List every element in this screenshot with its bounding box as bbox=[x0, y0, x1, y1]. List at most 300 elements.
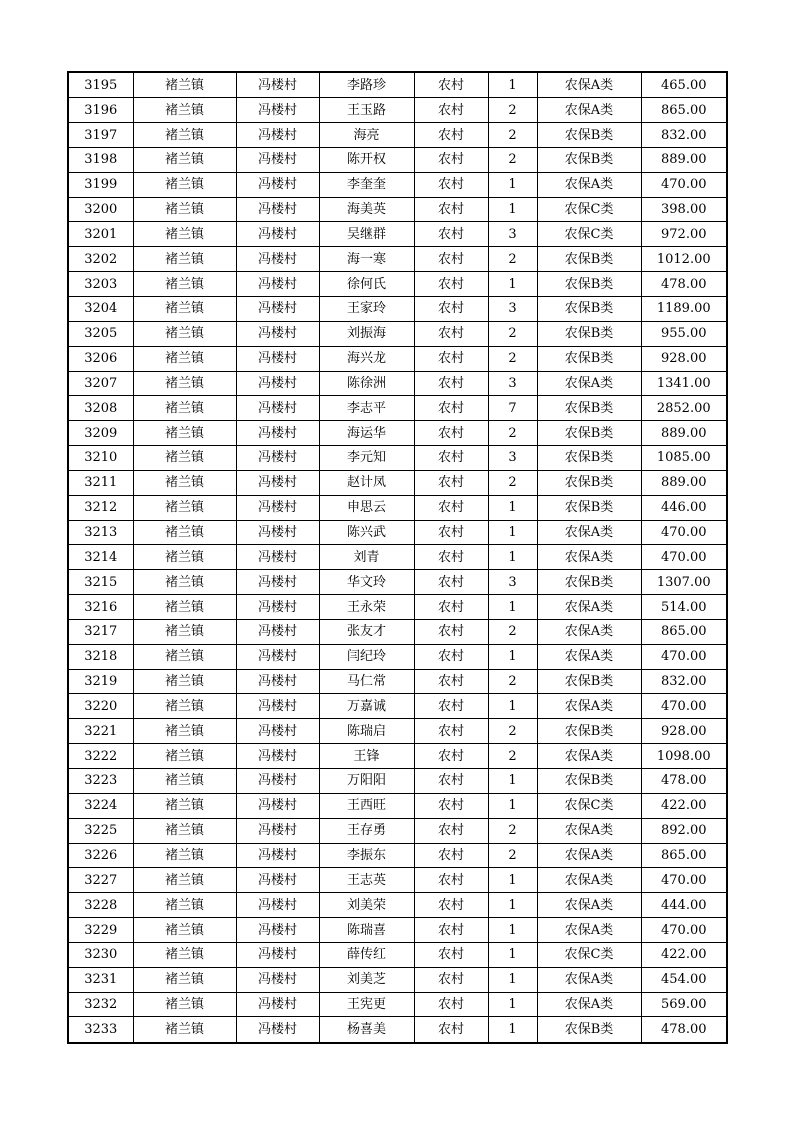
table-cell: 农保B类 bbox=[537, 296, 641, 321]
table-row bbox=[68, 619, 727, 644]
table-cell: 3211 bbox=[68, 470, 133, 495]
table-cell: 865.00 bbox=[641, 843, 727, 868]
table-cell: 褚兰镇 bbox=[133, 570, 236, 595]
table-cell: 冯楼村 bbox=[236, 793, 319, 818]
table-cell: 3 bbox=[488, 371, 537, 396]
table-cell: 冯楼村 bbox=[236, 818, 319, 843]
table-cell: 王永荣 bbox=[319, 595, 414, 620]
table-cell: 1 bbox=[488, 545, 537, 570]
table-cell: 褚兰镇 bbox=[133, 719, 236, 744]
table-cell: 2 bbox=[488, 744, 537, 769]
table-cell: 3208 bbox=[68, 396, 133, 421]
table-cell: 农村 bbox=[414, 495, 488, 520]
table-cell: 农保C类 bbox=[537, 942, 641, 967]
table-cell: 农保B类 bbox=[537, 719, 641, 744]
table-cell: 冯楼村 bbox=[236, 769, 319, 794]
table-cell: 3219 bbox=[68, 669, 133, 694]
table-cell: 农保A类 bbox=[537, 619, 641, 644]
table-cell: 冯楼村 bbox=[236, 72, 319, 98]
table-cell: 褚兰镇 bbox=[133, 942, 236, 967]
table-cell: 1 bbox=[488, 967, 537, 992]
table-cell: 农保B类 bbox=[537, 769, 641, 794]
table-cell: 冯楼村 bbox=[236, 967, 319, 992]
table-row bbox=[68, 222, 727, 247]
table-cell: 海兴龙 bbox=[319, 346, 414, 371]
table-cell: 3225 bbox=[68, 818, 133, 843]
table-cell: 褚兰镇 bbox=[133, 769, 236, 794]
table-cell: 李元知 bbox=[319, 446, 414, 471]
table-cell: 1189.00 bbox=[641, 296, 727, 321]
table-cell: 470.00 bbox=[641, 868, 727, 893]
table-cell: 3205 bbox=[68, 321, 133, 346]
table-body bbox=[68, 72, 727, 1043]
table-cell: 褚兰镇 bbox=[133, 321, 236, 346]
table-cell: 478.00 bbox=[641, 272, 727, 297]
table-cell: 3223 bbox=[68, 769, 133, 794]
table-cell: 农保A类 bbox=[537, 967, 641, 992]
table-cell: 农村 bbox=[414, 197, 488, 222]
table-row bbox=[68, 694, 727, 719]
table-cell: 3 bbox=[488, 222, 537, 247]
table-cell: 446.00 bbox=[641, 495, 727, 520]
table-cell: 冯楼村 bbox=[236, 694, 319, 719]
table-cell: 褚兰镇 bbox=[133, 1017, 236, 1043]
table-row bbox=[68, 371, 727, 396]
table-cell: 冯楼村 bbox=[236, 421, 319, 446]
table-cell: 422.00 bbox=[641, 793, 727, 818]
table-cell: 3201 bbox=[68, 222, 133, 247]
table-cell: 3215 bbox=[68, 570, 133, 595]
table-cell: 农村 bbox=[414, 247, 488, 272]
table-cell: 赵计凤 bbox=[319, 470, 414, 495]
table-cell: 冯楼村 bbox=[236, 346, 319, 371]
table-cell: 冯楼村 bbox=[236, 843, 319, 868]
table-cell: 褚兰镇 bbox=[133, 744, 236, 769]
table-cell: 470.00 bbox=[641, 644, 727, 669]
table-cell: 865.00 bbox=[641, 98, 727, 123]
table-cell: 李路珍 bbox=[319, 72, 414, 98]
table-row bbox=[68, 520, 727, 545]
table-cell: 农村 bbox=[414, 346, 488, 371]
table-cell: 农保B类 bbox=[537, 570, 641, 595]
table-cell: 569.00 bbox=[641, 992, 727, 1017]
table-cell: 农村 bbox=[414, 98, 488, 123]
table-cell: 3227 bbox=[68, 868, 133, 893]
table-cell: 农保B类 bbox=[537, 446, 641, 471]
table-cell: 农保B类 bbox=[537, 470, 641, 495]
table-cell: 1085.00 bbox=[641, 446, 727, 471]
table-cell: 万阳阳 bbox=[319, 769, 414, 794]
table-cell: 冯楼村 bbox=[236, 942, 319, 967]
table-cell: 冯楼村 bbox=[236, 197, 319, 222]
table-cell: 470.00 bbox=[641, 172, 727, 197]
table-cell: 冯楼村 bbox=[236, 172, 319, 197]
table-row bbox=[68, 595, 727, 620]
table-cell: 928.00 bbox=[641, 346, 727, 371]
table-row bbox=[68, 644, 727, 669]
table-cell: 农村 bbox=[414, 719, 488, 744]
table-cell: 农保A类 bbox=[537, 818, 641, 843]
table-cell: 农村 bbox=[414, 893, 488, 918]
table-cell: 徐何氏 bbox=[319, 272, 414, 297]
table-cell: 农村 bbox=[414, 793, 488, 818]
table-cell: 农村 bbox=[414, 396, 488, 421]
table-cell: 海亮 bbox=[319, 123, 414, 148]
table-cell: 2 bbox=[488, 669, 537, 694]
table-cell: 889.00 bbox=[641, 470, 727, 495]
benefit-table bbox=[67, 71, 728, 1044]
table-cell: 2 bbox=[488, 123, 537, 148]
table-cell: 万嘉诚 bbox=[319, 694, 414, 719]
table-cell: 农村 bbox=[414, 470, 488, 495]
table-cell: 444.00 bbox=[641, 893, 727, 918]
table-cell: 470.00 bbox=[641, 545, 727, 570]
table-row bbox=[68, 942, 727, 967]
table-cell: 3233 bbox=[68, 1017, 133, 1043]
table-cell: 申思云 bbox=[319, 495, 414, 520]
table-row bbox=[68, 992, 727, 1017]
table-cell: 3231 bbox=[68, 967, 133, 992]
table-row bbox=[68, 321, 727, 346]
table-cell: 冯楼村 bbox=[236, 595, 319, 620]
table-cell: 冯楼村 bbox=[236, 222, 319, 247]
table-cell: 杨喜美 bbox=[319, 1017, 414, 1043]
table-cell: 478.00 bbox=[641, 769, 727, 794]
table-cell: 农村 bbox=[414, 446, 488, 471]
table-cell: 冯楼村 bbox=[236, 992, 319, 1017]
table-cell: 褚兰镇 bbox=[133, 98, 236, 123]
table-row bbox=[68, 545, 727, 570]
table-cell: 农保C类 bbox=[537, 793, 641, 818]
table-cell: 闫纪玲 bbox=[319, 644, 414, 669]
table-cell: 陈兴武 bbox=[319, 520, 414, 545]
table-cell: 3216 bbox=[68, 595, 133, 620]
table-cell: 1 bbox=[488, 520, 537, 545]
table-cell: 农保B类 bbox=[537, 247, 641, 272]
table-cell: 农保C类 bbox=[537, 222, 641, 247]
table-cell: 李振东 bbox=[319, 843, 414, 868]
table-cell: 3221 bbox=[68, 719, 133, 744]
table-cell: 2 bbox=[488, 421, 537, 446]
table-cell: 冯楼村 bbox=[236, 570, 319, 595]
table-cell: 农村 bbox=[414, 520, 488, 545]
table-cell: 2 bbox=[488, 98, 537, 123]
table-cell: 褚兰镇 bbox=[133, 595, 236, 620]
table-cell: 农村 bbox=[414, 371, 488, 396]
table-cell: 1 bbox=[488, 694, 537, 719]
table-cell: 农保A类 bbox=[537, 992, 641, 1017]
table-row bbox=[68, 893, 727, 918]
table-cell: 褚兰镇 bbox=[133, 545, 236, 570]
table-cell: 华文玲 bbox=[319, 570, 414, 595]
table-cell: 王玉路 bbox=[319, 98, 414, 123]
table-cell: 王宪更 bbox=[319, 992, 414, 1017]
table-cell: 陈开权 bbox=[319, 147, 414, 172]
table-cell: 褚兰镇 bbox=[133, 520, 236, 545]
table-cell: 农村 bbox=[414, 172, 488, 197]
table-cell: 2 bbox=[488, 843, 537, 868]
table-cell: 3229 bbox=[68, 918, 133, 943]
table-cell: 农保A类 bbox=[537, 893, 641, 918]
table-cell: 2 bbox=[488, 818, 537, 843]
table-row bbox=[68, 570, 727, 595]
table-cell: 农村 bbox=[414, 868, 488, 893]
table-row bbox=[68, 967, 727, 992]
table-cell: 农村 bbox=[414, 942, 488, 967]
table-cell: 冯楼村 bbox=[236, 918, 319, 943]
table-cell: 1307.00 bbox=[641, 570, 727, 595]
table-row bbox=[68, 272, 727, 297]
table-cell: 冯楼村 bbox=[236, 545, 319, 570]
table-cell: 褚兰镇 bbox=[133, 669, 236, 694]
table-cell: 3203 bbox=[68, 272, 133, 297]
table-cell: 农保A类 bbox=[537, 172, 641, 197]
table-cell: 冯楼村 bbox=[236, 495, 319, 520]
table-cell: 470.00 bbox=[641, 918, 727, 943]
table-cell: 1 bbox=[488, 272, 537, 297]
table-cell: 3217 bbox=[68, 619, 133, 644]
table-cell: 农保B类 bbox=[537, 272, 641, 297]
table-cell: 王锋 bbox=[319, 744, 414, 769]
table-row bbox=[68, 868, 727, 893]
table-cell: 3226 bbox=[68, 843, 133, 868]
table-cell: 褚兰镇 bbox=[133, 818, 236, 843]
table-cell: 农村 bbox=[414, 222, 488, 247]
table-cell: 农保A类 bbox=[537, 694, 641, 719]
table-cell: 褚兰镇 bbox=[133, 272, 236, 297]
table-cell: 农保B类 bbox=[537, 346, 641, 371]
table-cell: 农保B类 bbox=[537, 123, 641, 148]
table-cell: 农村 bbox=[414, 744, 488, 769]
table-cell: 王西旺 bbox=[319, 793, 414, 818]
table-row bbox=[68, 396, 727, 421]
table-cell: 冯楼村 bbox=[236, 1017, 319, 1043]
table-cell: 冯楼村 bbox=[236, 619, 319, 644]
table-row bbox=[68, 1017, 727, 1043]
table-row bbox=[68, 843, 727, 868]
table-cell: 2852.00 bbox=[641, 396, 727, 421]
table-cell: 农村 bbox=[414, 918, 488, 943]
table-cell: 2 bbox=[488, 147, 537, 172]
table-row bbox=[68, 446, 727, 471]
table-cell: 2 bbox=[488, 321, 537, 346]
table-cell: 7 bbox=[488, 396, 537, 421]
table-cell: 褚兰镇 bbox=[133, 918, 236, 943]
table-cell: 3224 bbox=[68, 793, 133, 818]
table-cell: 1 bbox=[488, 1017, 537, 1043]
table-cell: 褚兰镇 bbox=[133, 495, 236, 520]
table-cell: 农村 bbox=[414, 321, 488, 346]
table-row bbox=[68, 769, 727, 794]
table-cell: 农村 bbox=[414, 694, 488, 719]
table-cell: 3230 bbox=[68, 942, 133, 967]
table-cell: 冯楼村 bbox=[236, 247, 319, 272]
table-cell: 3212 bbox=[68, 495, 133, 520]
table-cell: 农保A类 bbox=[537, 545, 641, 570]
table-cell: 农村 bbox=[414, 147, 488, 172]
table-row bbox=[68, 123, 727, 148]
table-row bbox=[68, 918, 727, 943]
table-row bbox=[68, 346, 727, 371]
table-row bbox=[68, 296, 727, 321]
table-cell: 农保A类 bbox=[537, 520, 641, 545]
table-cell: 农村 bbox=[414, 644, 488, 669]
table-cell: 3195 bbox=[68, 72, 133, 98]
table-cell: 农村 bbox=[414, 619, 488, 644]
table-cell: 465.00 bbox=[641, 72, 727, 98]
table-cell: 张友才 bbox=[319, 619, 414, 644]
table-cell: 褚兰镇 bbox=[133, 868, 236, 893]
table-cell: 3210 bbox=[68, 446, 133, 471]
table-cell: 陈瑞启 bbox=[319, 719, 414, 744]
table-cell: 冯楼村 bbox=[236, 272, 319, 297]
table-cell: 冯楼村 bbox=[236, 868, 319, 893]
table-cell: 1 bbox=[488, 918, 537, 943]
table-cell: 薛传红 bbox=[319, 942, 414, 967]
table-cell: 1 bbox=[488, 942, 537, 967]
table-cell: 1 bbox=[488, 595, 537, 620]
table-cell: 农保A类 bbox=[537, 98, 641, 123]
table-row bbox=[68, 793, 727, 818]
table-cell: 刘美芝 bbox=[319, 967, 414, 992]
table-cell: 3222 bbox=[68, 744, 133, 769]
table-cell: 1 bbox=[488, 992, 537, 1017]
table-cell: 3200 bbox=[68, 197, 133, 222]
table-cell: 955.00 bbox=[641, 321, 727, 346]
table-cell: 农保A类 bbox=[537, 371, 641, 396]
table-cell: 海运华 bbox=[319, 421, 414, 446]
table-cell: 褚兰镇 bbox=[133, 619, 236, 644]
table-cell: 冯楼村 bbox=[236, 296, 319, 321]
table-cell: 褚兰镇 bbox=[133, 296, 236, 321]
table-cell: 褚兰镇 bbox=[133, 147, 236, 172]
table-cell: 吴继群 bbox=[319, 222, 414, 247]
table-cell: 冯楼村 bbox=[236, 98, 319, 123]
table-cell: 1 bbox=[488, 893, 537, 918]
table-cell: 农村 bbox=[414, 818, 488, 843]
table-row bbox=[68, 197, 727, 222]
table-cell: 农保A类 bbox=[537, 868, 641, 893]
table-row bbox=[68, 818, 727, 843]
table-cell: 478.00 bbox=[641, 1017, 727, 1043]
table-cell: 1 bbox=[488, 197, 537, 222]
table-cell: 农村 bbox=[414, 272, 488, 297]
table-cell: 889.00 bbox=[641, 147, 727, 172]
table-row bbox=[68, 719, 727, 744]
table-cell: 农村 bbox=[414, 1017, 488, 1043]
table-cell: 褚兰镇 bbox=[133, 843, 236, 868]
table-cell: 褚兰镇 bbox=[133, 421, 236, 446]
table-cell: 冯楼村 bbox=[236, 396, 319, 421]
table-cell: 832.00 bbox=[641, 669, 727, 694]
table-cell: 王家玲 bbox=[319, 296, 414, 321]
table-cell: 冯楼村 bbox=[236, 470, 319, 495]
table-cell: 农村 bbox=[414, 545, 488, 570]
table-cell: 3220 bbox=[68, 694, 133, 719]
table-cell: 3228 bbox=[68, 893, 133, 918]
table-cell: 1 bbox=[488, 793, 537, 818]
table-cell: 1098.00 bbox=[641, 744, 727, 769]
table-cell: 王志英 bbox=[319, 868, 414, 893]
table-cell: 865.00 bbox=[641, 619, 727, 644]
table-cell: 2 bbox=[488, 619, 537, 644]
table-row bbox=[68, 147, 727, 172]
table-cell: 陈瑞喜 bbox=[319, 918, 414, 943]
table-cell: 农村 bbox=[414, 769, 488, 794]
table-cell: 褚兰镇 bbox=[133, 992, 236, 1017]
table-cell: 李志平 bbox=[319, 396, 414, 421]
table-cell: 农保A类 bbox=[537, 744, 641, 769]
table-cell: 972.00 bbox=[641, 222, 727, 247]
table-cell: 3 bbox=[488, 296, 537, 321]
table-cell: 928.00 bbox=[641, 719, 727, 744]
table-cell: 3206 bbox=[68, 346, 133, 371]
table-cell: 3202 bbox=[68, 247, 133, 272]
table-cell: 冯楼村 bbox=[236, 644, 319, 669]
table-cell: 3207 bbox=[68, 371, 133, 396]
table-cell: 3198 bbox=[68, 147, 133, 172]
table-cell: 1 bbox=[488, 172, 537, 197]
table-cell: 3218 bbox=[68, 644, 133, 669]
table-row bbox=[68, 421, 727, 446]
table-cell: 3199 bbox=[68, 172, 133, 197]
table-cell: 1 bbox=[488, 868, 537, 893]
table-cell: 3204 bbox=[68, 296, 133, 321]
table-cell: 农保A类 bbox=[537, 595, 641, 620]
table-cell: 农保C类 bbox=[537, 197, 641, 222]
table-cell: 1 bbox=[488, 72, 537, 98]
table-cell: 1 bbox=[488, 644, 537, 669]
table-cell: 3 bbox=[488, 570, 537, 595]
table-cell: 马仁常 bbox=[319, 669, 414, 694]
table-cell: 3232 bbox=[68, 992, 133, 1017]
table-cell: 农村 bbox=[414, 421, 488, 446]
table-cell: 农保A类 bbox=[537, 918, 641, 943]
table-cell: 褚兰镇 bbox=[133, 446, 236, 471]
table-cell: 冯楼村 bbox=[236, 321, 319, 346]
table-cell: 2 bbox=[488, 719, 537, 744]
table-row bbox=[68, 247, 727, 272]
table-cell: 褚兰镇 bbox=[133, 967, 236, 992]
table-cell: 冯楼村 bbox=[236, 669, 319, 694]
table-cell: 832.00 bbox=[641, 123, 727, 148]
table-cell: 3214 bbox=[68, 545, 133, 570]
table-cell: 2 bbox=[488, 470, 537, 495]
table-cell: 刘青 bbox=[319, 545, 414, 570]
table-cell: 李奎奎 bbox=[319, 172, 414, 197]
table-cell: 褚兰镇 bbox=[133, 644, 236, 669]
table-row bbox=[68, 72, 727, 98]
table-cell: 398.00 bbox=[641, 197, 727, 222]
table-cell: 470.00 bbox=[641, 520, 727, 545]
table-cell: 陈徐洲 bbox=[319, 371, 414, 396]
table-cell: 1012.00 bbox=[641, 247, 727, 272]
table-cell: 农村 bbox=[414, 123, 488, 148]
table-cell: 冯楼村 bbox=[236, 371, 319, 396]
table-cell: 3197 bbox=[68, 123, 133, 148]
table-cell: 农保B类 bbox=[537, 396, 641, 421]
table-cell: 农保B类 bbox=[537, 421, 641, 446]
table-cell: 冯楼村 bbox=[236, 520, 319, 545]
table-cell: 农村 bbox=[414, 843, 488, 868]
table-cell: 冯楼村 bbox=[236, 446, 319, 471]
table-cell: 3196 bbox=[68, 98, 133, 123]
table-cell: 褚兰镇 bbox=[133, 222, 236, 247]
table-cell: 514.00 bbox=[641, 595, 727, 620]
table-cell: 农保B类 bbox=[537, 669, 641, 694]
table-cell: 冯楼村 bbox=[236, 147, 319, 172]
table-cell: 冯楼村 bbox=[236, 893, 319, 918]
